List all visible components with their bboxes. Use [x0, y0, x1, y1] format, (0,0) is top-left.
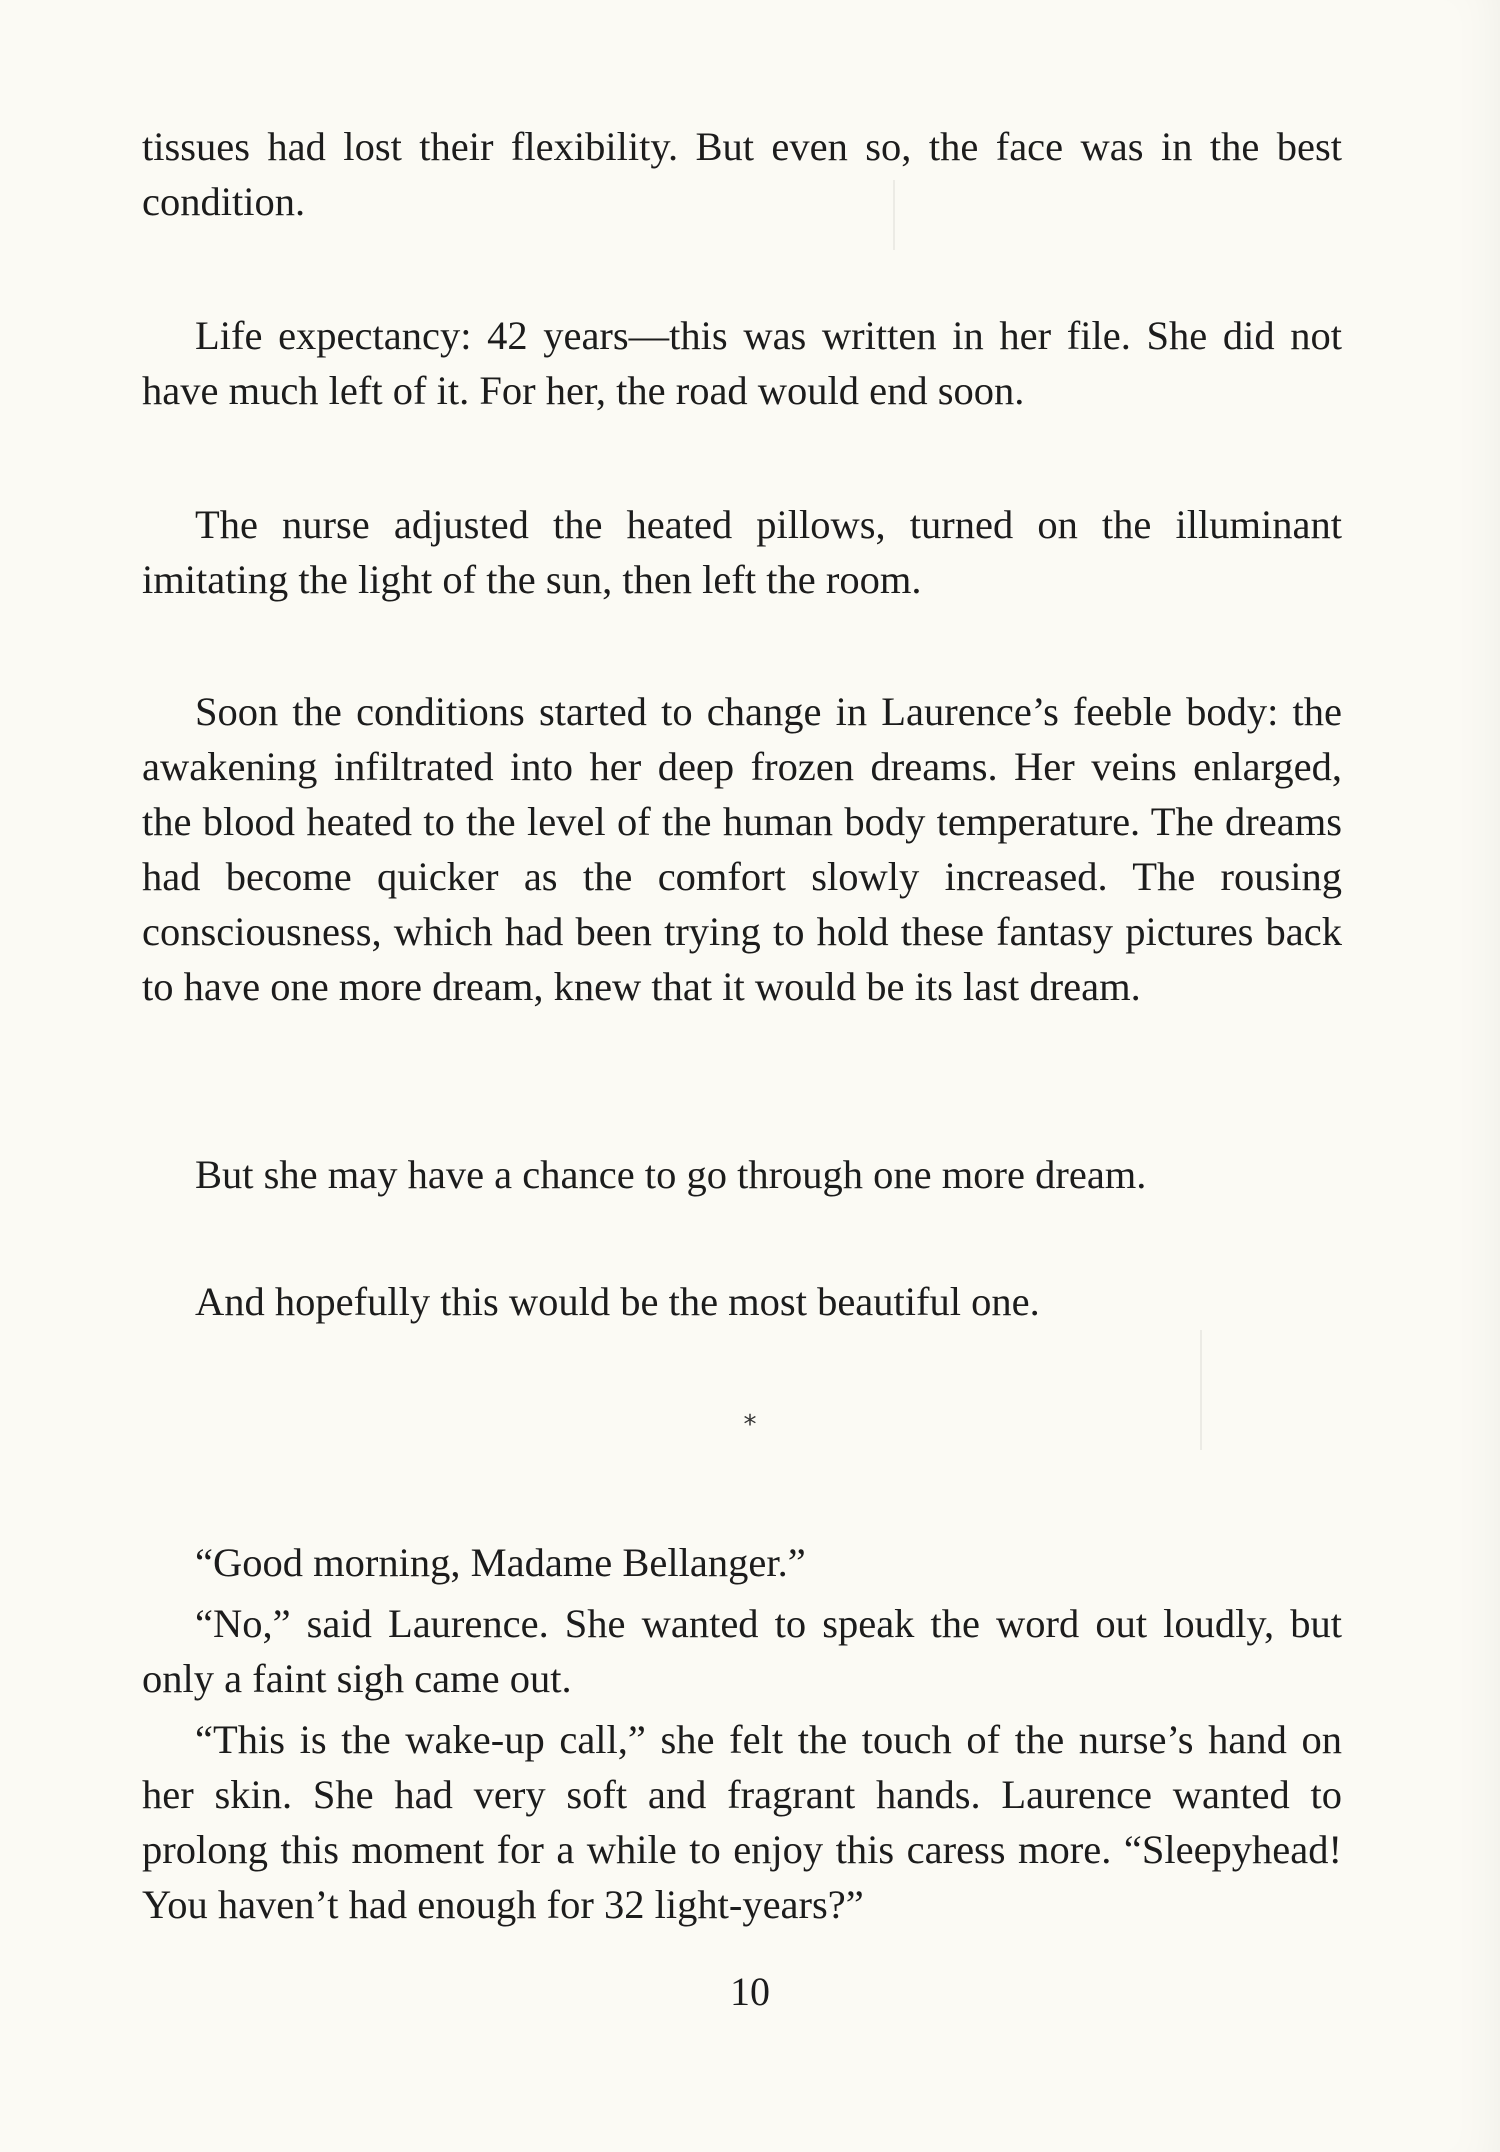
paragraph-life-expectancy: Life expectancy: 42 years—this was written in her file. She did not have much left of it. For her, the road would end soon.: [142, 313, 1342, 413]
page-number: 10: [730, 1969, 770, 2014]
paragraph-conditions: Soon the conditions started to change in Laurence’s feeble body: the awakening infiltrated into her deep frozen dreams. Her veins enlarged, the blood heated to the level of the human body temperature. The dreams had become quicker as the comfort slowly increased. The rousing consciousness, which had been trying to hold these fantasy pictures back to have one more dream, knew that it would be its last dream.: [142, 689, 1342, 1009]
text-block-dialogue: [142, 1535, 1342, 1932]
paragraph-good-morning: “Good morning, Madame Bellanger.”: [195, 1540, 806, 1585]
text-block-top: [142, 119, 1342, 229]
text-block-hopefully: [142, 1274, 1342, 1329]
paragraph-wake-up-call: “This is the wake-up call,” she felt the touch of the nurse’s hand on her skin. She had very soft and fragrant hands. Laurence wanted to prolong this moment for a while to enjoy this caress more. “Sleepyhead! You haven’t had enough for 32 light-years?”: [142, 1717, 1342, 1927]
paragraph-nurse: The nurse adjusted the heated pillows, turned on the illuminant imitating the light of the sun, then left the room.: [142, 502, 1342, 602]
paragraph-one-more-dream: But she may have a chance to go through one more dream.: [195, 1152, 1147, 1197]
text-block-one-more-dream: [142, 1147, 1342, 1202]
text-block-life-expectancy: [142, 308, 1342, 418]
paragraph-no-said-laurence: “No,” said Laurence. She wanted to speak the word out loudly, but only a faint sigh came out.: [142, 1601, 1342, 1701]
section-break: *: [743, 1410, 757, 1440]
paragraph-hopefully: And hopefully this would be the most beautiful one.: [195, 1279, 1040, 1324]
text-block-nurse: [142, 497, 1342, 607]
paragraph-continued: tissues had lost their flexibility. But even so, the face was in the best condition.: [142, 124, 1342, 224]
text-block-conditions: [142, 684, 1342, 1014]
